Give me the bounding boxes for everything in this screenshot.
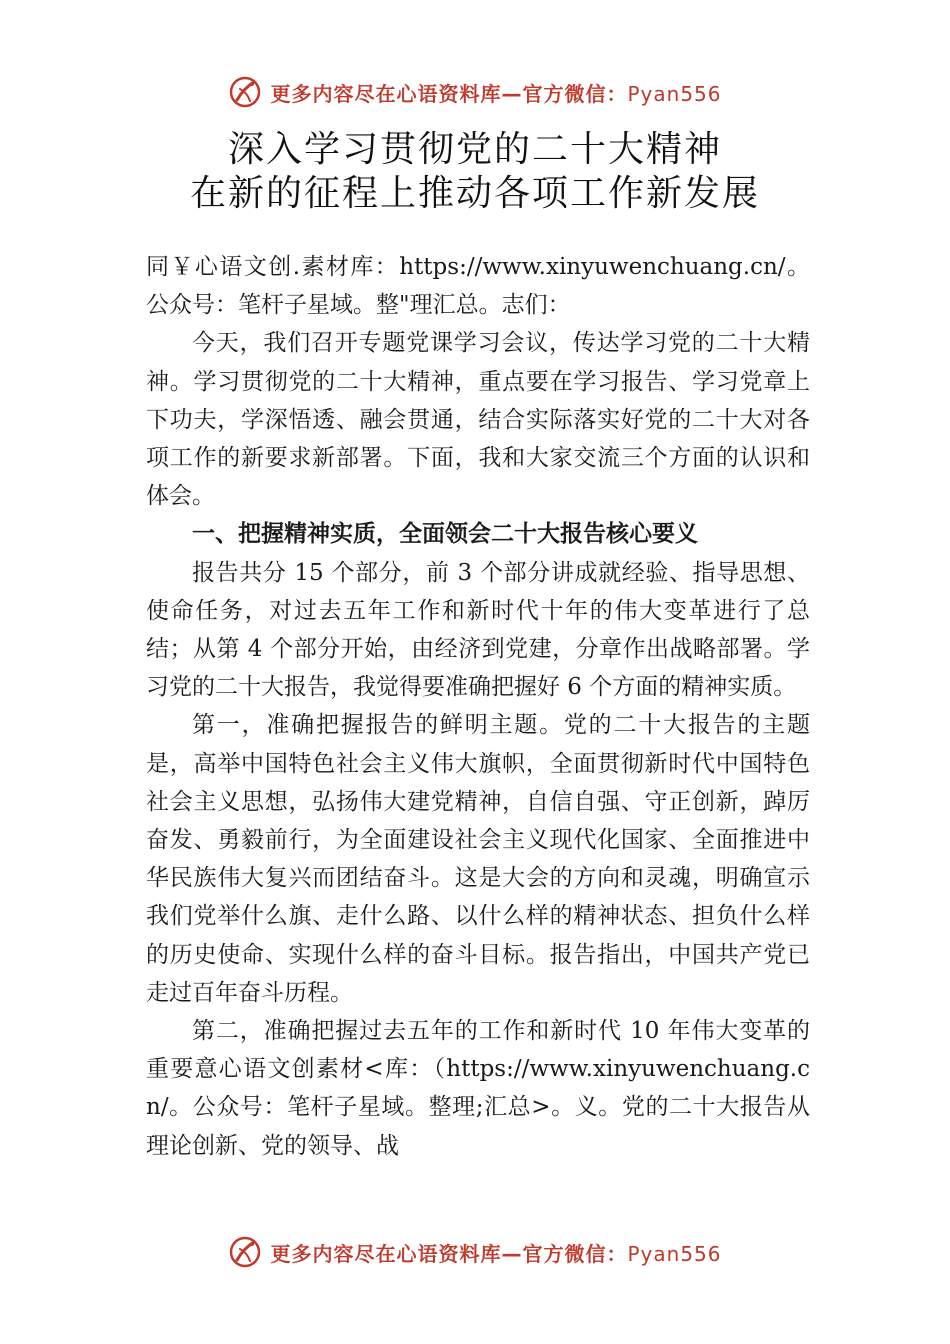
- section-heading-1: 一、把握精神实质，全面领会二十大报告核心要义: [192, 521, 698, 548]
- footer-watermark: [0, 1232, 950, 1272]
- banner-text: 更多内容尽在心语资料库—官方微信：: [270, 1241, 628, 1266]
- brush-logo-icon: [228, 1235, 262, 1269]
- paragraph-report-structure: 报告共分 15 个部分，前 3 个部分讲成就经验、指导思想、使命任务，对过去五年工作和新时代十年的伟大变革进行了总结；从第 4 个部分开始，由经济到党建，分章作出战略部署。学习党的二十大报告，我觉得要准确把握好 6 个方面的精神实质。: [146, 559, 810, 701]
- header-watermark: [0, 72, 950, 112]
- brush-logo-icon: [228, 75, 262, 109]
- banner-text: 更多内容尽在心语资料库—官方微信：: [270, 81, 628, 106]
- paragraph-first-point: 第一，准确把握报告的鲜明主题。党的二十大报告的主题是，高举中国特色社会主义伟大旗帜，全面贯彻新时代中国特色社会主义思想，弘扬伟大建党精神，自信自强、守正创新，踔厉奋发、勇毅前行，为全面建设社会主义现代化国家、全面推进中华民族伟大复兴而团结奋斗。这是大会的方向和灵魂，明确宣示我们党举什么旗、走什么路、以什么样的精神状态、担负什么样的历史使命、实现什么样的奋斗目标。报告指出，中国共产党已走过百年奋斗历程。: [146, 712, 810, 1006]
- page-title-line-1: 深入学习贯彻党的二十大精神: [227, 129, 722, 170]
- paragraph-second-point: 第二，准确把握过去五年的工作和新时代 10 年伟大变革的重要意心语文创素材<库：（https://www.xinyuwenchuang.cn/。公众号：笔杆子星域。整理;汇总>。义。党的二十大报告从理论创新、党的领导、战: [146, 1018, 810, 1159]
- wechat-id: Pyan556: [627, 81, 722, 106]
- paragraph-intro: 今天，我们召开专题党课学习会议，传达学习党的二十大精神。学习贯彻党的二十大精神，重点要在学习报告、学习党章上下功夫，学深悟透、融会贯通，结合实际落实好党的二十大对各项工作的新要求新部署。下面，我和大家交流三个方面的认识和体会。: [146, 330, 810, 510]
- document-body: [146, 248, 810, 1165]
- opening-paragraph: 同￥心语文创.素材库：https://www.xinyuwenchuang.cn/。公众号：笔杆子星域。整"理汇总。志们：: [146, 254, 810, 319]
- wechat-id: Pyan556: [627, 1241, 722, 1266]
- page-title-line-2: 在新的征程上推动各项工作新发展: [189, 173, 760, 214]
